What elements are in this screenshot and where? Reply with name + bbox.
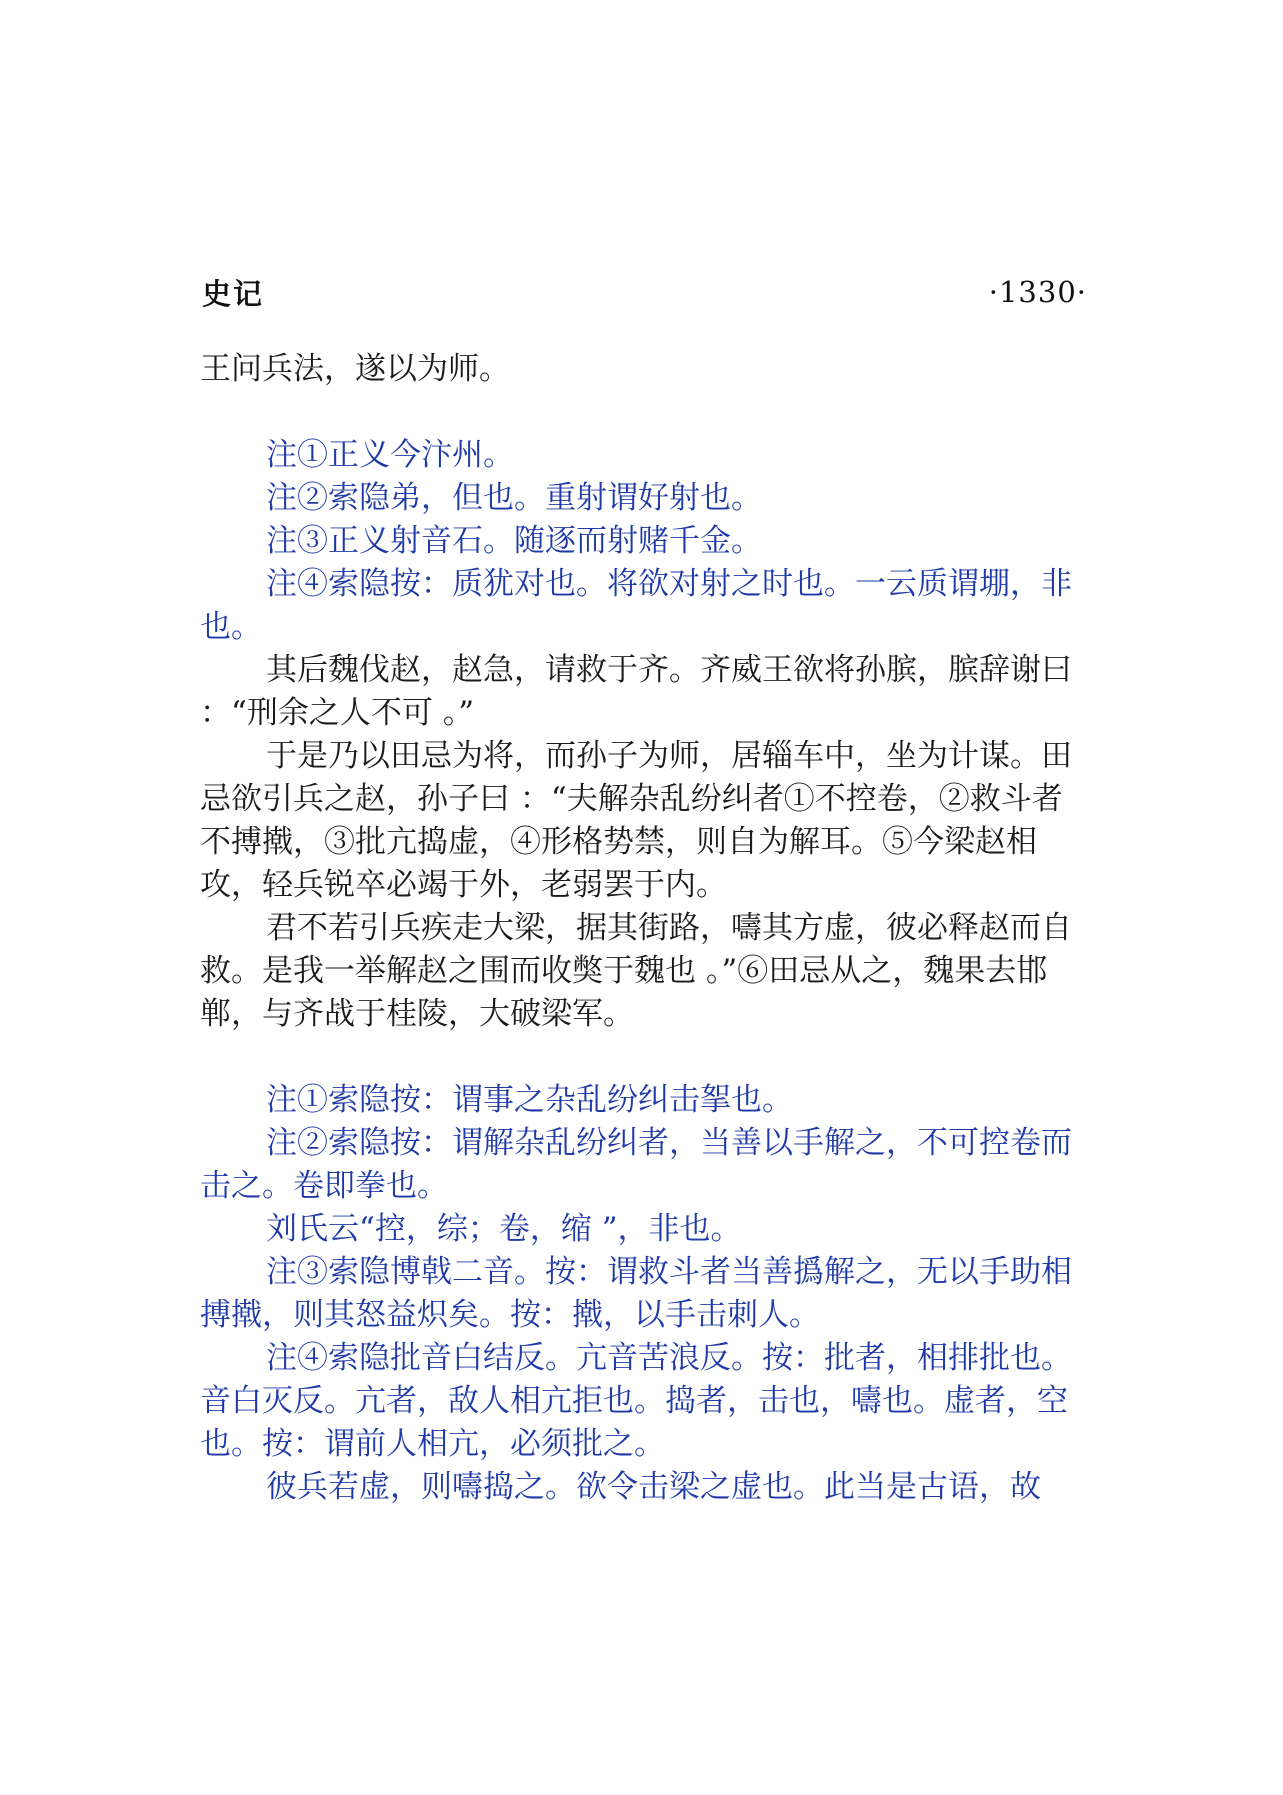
body-paragraph: 于是乃以田忌为将，而孙子为师，居辎车中，坐为计谋。田忌欲引兵之赵，孙子曰 ：“夫解杂乱纷纠者①不控卷，②救斗者不搏撠，③批亢捣虚，④形格势禁，则自为解耳。⑤今梁赵相攻，轻兵锐卒必竭于外，老弱罢于内。 (200, 738, 1072, 903)
page-content (200, 348, 1093, 1509)
note-paragraph: 注①索隐按：谓事之杂乱纷纠击挐也。 (266, 1082, 793, 1118)
page-number: ·1330· (988, 275, 1087, 309)
note-paragraph: 注④索隐按：质犹对也。将欲对射之时也。一云质谓堋，非也。 (200, 566, 1072, 645)
note-paragraph: 注②索隐弟，但也。重射谓好射也。 (266, 480, 762, 516)
paragraph-gap (200, 391, 1093, 434)
note-paragraph: 彼兵若虚，则嚋捣之。欲令击梁之虚也。此当是古语，故 (266, 1469, 1041, 1505)
note-paragraph: 注③正义射音石。随逐而射赌千金。 (266, 523, 762, 559)
note-paragraph: 注①正义今汴州。 (266, 437, 514, 473)
book-title: 史记 (202, 276, 265, 311)
note-paragraph: 注④索隐批音白结反。亢音苦浪反。按：批者，相排批也。音白灭反。亢者，敌人相亢拒也。捣者，击也，嚋也。虚者，空也。按：谓前人相亢，必须批之。 (200, 1340, 1072, 1462)
note-paragraph: 注②索隐按：谓解杂乱纷纠者，当善以手解之，不可控卷而击之。卷即拳也。 (200, 1125, 1072, 1204)
body-paragraph: 其后魏伐赵，赵急，请救于齐。齐威王欲将孙膑，膑辞谢曰 ：“刑余之人不可 。” (200, 652, 1072, 731)
paragraph-gap (200, 1036, 1093, 1079)
body-paragraph: 君不若引兵疾走大梁，据其街路，嚋其方虚，彼必释赵而自救。是我一举解赵之围而收獘于魏也 。”⑥田忌从之，魏果去邯郸，与齐战于桂陵，大破梁军。 (200, 910, 1072, 1032)
note-paragraph: 刘氏云“控，综；卷，缩 ”，非也。 (266, 1211, 742, 1247)
page-header (202, 272, 1087, 312)
body-paragraph: 王问兵法，遂以为师。 (200, 351, 510, 387)
note-paragraph: 注③索隐博戟二音。按：谓救斗者当善撝解之，无以手助相搏撠，则其怒益炽矣。按：撠，以手击刺人。 (200, 1254, 1072, 1333)
